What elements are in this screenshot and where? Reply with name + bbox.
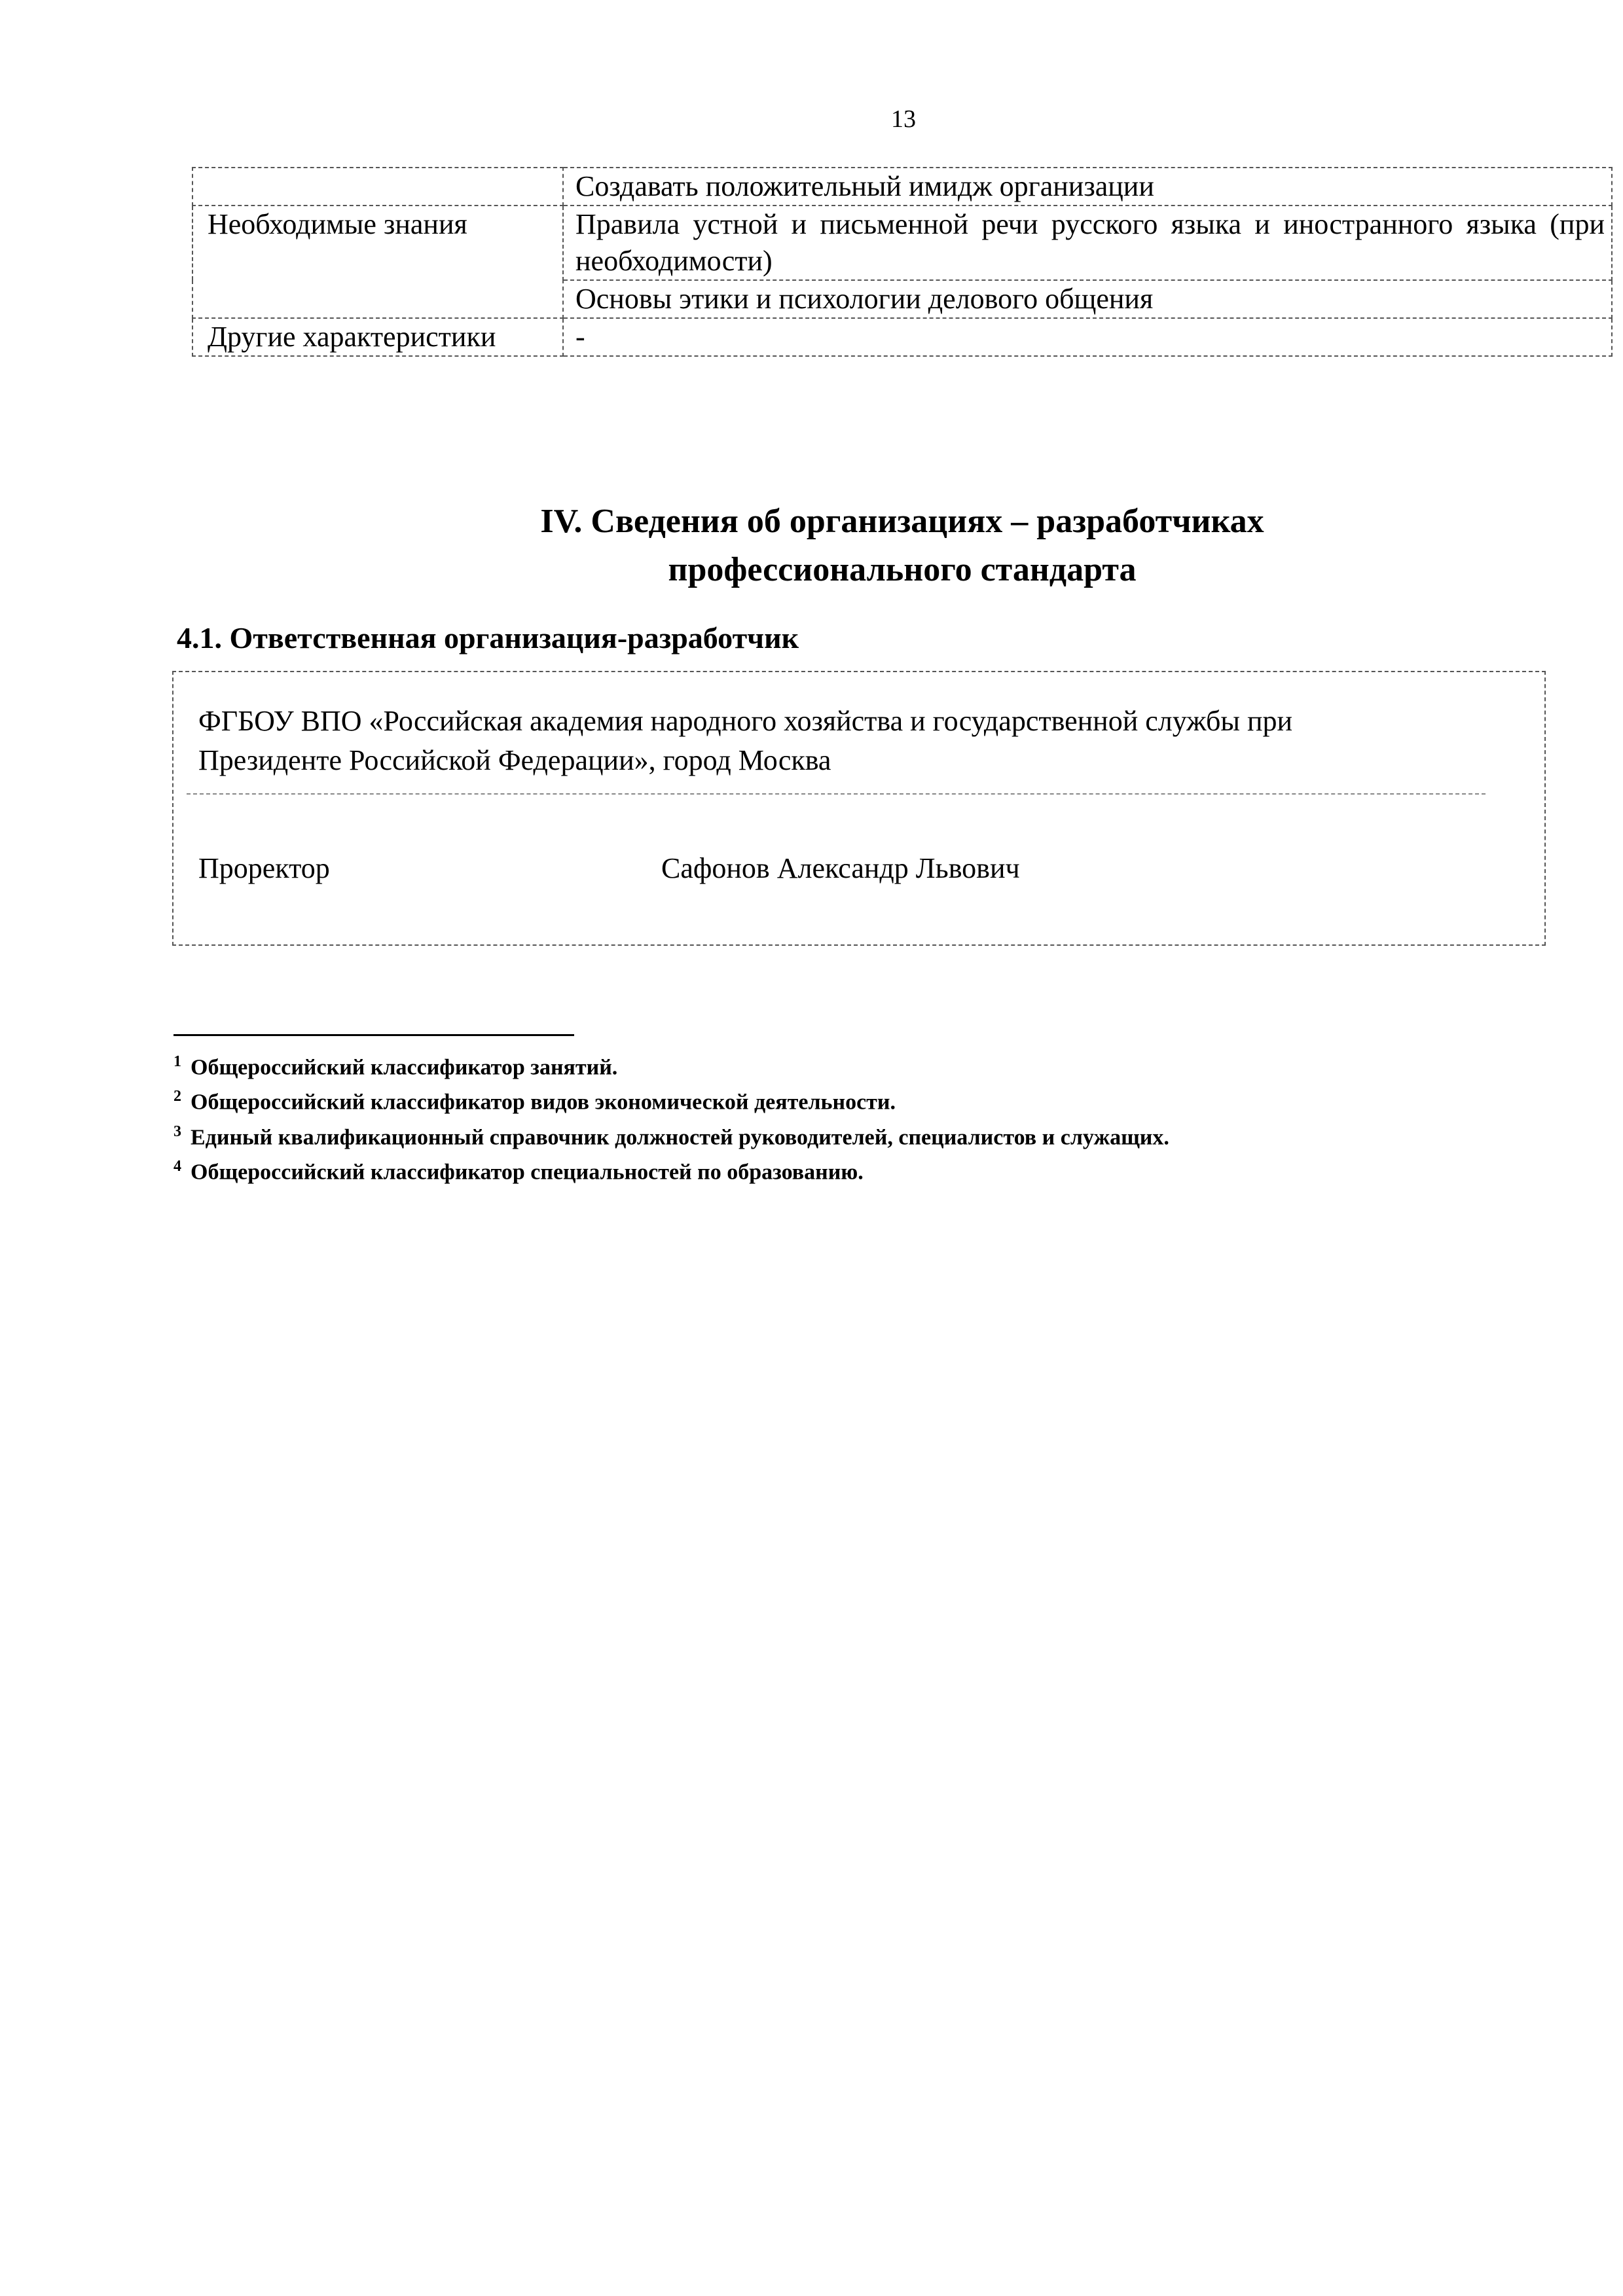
footnote-text: Общероссийский классификатор занятий. — [191, 1055, 618, 1080]
table-row-other — [192, 318, 1612, 356]
footnote-mark: 4 — [173, 1157, 181, 1175]
table-cell-image-text: Создавать положительный имидж организации — [563, 168, 1612, 206]
table-cell-empty-label — [192, 168, 563, 206]
section-title — [192, 497, 1613, 594]
footnote-3 — [173, 1117, 1169, 1152]
organization-name-line-1: ФГБОУ ВПО «Российская академия народного хозяйства и государственной службы при — [198, 705, 1293, 737]
page-number: 13 — [891, 105, 916, 133]
footnote-mark: 2 — [173, 1088, 181, 1105]
organization-box — [172, 671, 1546, 946]
footnote-rule — [173, 1034, 574, 1036]
requirements-table — [192, 167, 1613, 357]
footnotes-list — [173, 1047, 1169, 1187]
footnote-text: Общероссийский классификатор видов экономической деятельности. — [191, 1090, 896, 1115]
footnote-1 — [173, 1047, 1169, 1082]
table-cell-knowledge-item-1: Правила устной и письменной речи русского языка и иностранного языка (при необходимости) — [563, 206, 1612, 280]
table-cell-knowledge-label: Необходимые знания — [192, 206, 563, 318]
footnote-text: Общероссийский классификатор специальностей по образованию. — [191, 1160, 864, 1185]
footnote-4 — [173, 1152, 1169, 1187]
organization-name-line-2: Президенте Российской Федерации», город Москва — [198, 744, 831, 776]
signer-name: Сафонов Александр Львович — [661, 852, 1020, 884]
footnote-mark: 1 — [173, 1053, 181, 1070]
section-title-line-2: профессионального стандарта — [668, 551, 1137, 588]
organization-divider — [187, 793, 1486, 795]
section-title-line-1: IV. Сведения об организациях – разработчиках — [540, 503, 1264, 540]
organization-name — [198, 702, 1508, 780]
table-cell-other-label: Другие характеристики — [192, 318, 563, 356]
table-cell-knowledge-item-2: Основы этики и психологии делового общения — [563, 280, 1612, 318]
signer-position: Проректор — [198, 852, 330, 884]
table-row-knowledge — [192, 206, 1612, 280]
table-row-image — [192, 168, 1612, 206]
footnote-2 — [173, 1082, 1169, 1117]
subsection-title: 4.1. Ответственная организация-разработчик — [177, 621, 799, 655]
footnote-mark: 3 — [173, 1122, 181, 1140]
footnote-text: Единый квалификационный справочник должностей руководителей, специалистов и служащих. — [191, 1124, 1169, 1149]
table-cell-other-text: - — [563, 318, 1612, 356]
